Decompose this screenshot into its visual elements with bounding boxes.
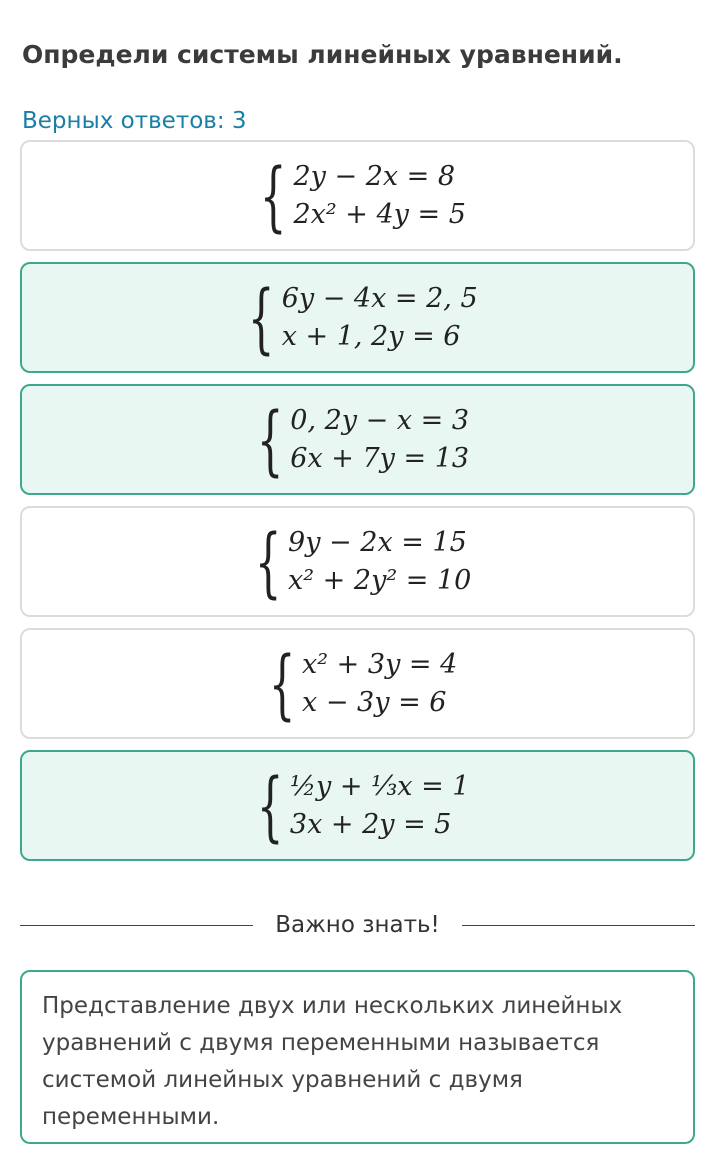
equation-system <box>237 272 478 362</box>
equation-1: x² + 3y = 4 <box>302 648 458 680</box>
equation-system <box>249 150 466 240</box>
equation-1: ½y + ⅓x = 1 <box>289 770 470 802</box>
option-5[interactable] <box>20 628 695 739</box>
option-4[interactable] <box>20 506 695 617</box>
brace-icon: { <box>268 638 296 728</box>
option-3[interactable] <box>20 384 695 495</box>
brace-icon: { <box>254 516 282 606</box>
info-box <box>20 970 695 1144</box>
equation-1: 9y − 2x = 15 <box>288 526 467 558</box>
equation-2: 6x + 7y = 13 <box>290 442 470 474</box>
equation-2: x² + 2y² = 10 <box>288 564 472 596</box>
equation-2: x + 1, 2y = 6 <box>281 320 461 352</box>
equation-1: 6y − 4x = 2, 5 <box>281 282 478 314</box>
equation-2: 3x + 2y = 5 <box>289 808 452 840</box>
brace-icon: { <box>256 760 284 850</box>
option-1[interactable] <box>20 140 695 251</box>
answer-options <box>20 140 695 872</box>
page-title: Определи системы линейных уравнений. <box>22 40 623 69</box>
brace-icon: { <box>256 394 284 484</box>
equation-1: 2y − 2x = 8 <box>293 160 456 192</box>
equation-2: 2x² + 4y = 5 <box>293 198 466 230</box>
brace-icon: { <box>259 150 287 240</box>
brace-icon: { <box>248 272 275 362</box>
option-6[interactable] <box>20 750 695 861</box>
equation-system <box>246 760 470 850</box>
equation-system <box>244 516 472 606</box>
section-divider <box>20 912 695 938</box>
info-text: Представление двух или нескольких линейных уравнений с двумя переменными называется системой линейных уравнений с двумя переменными. <box>42 993 623 1130</box>
equation-system <box>246 394 470 484</box>
divider-line <box>20 925 253 926</box>
divider-line <box>462 925 695 926</box>
equation-system <box>258 638 458 728</box>
equation-1: 0, 2y − x = 3 <box>290 404 470 436</box>
equation-2: x − 3y = 6 <box>302 686 447 718</box>
correct-answers-count: Верных ответов: 3 <box>22 108 247 134</box>
option-2[interactable] <box>20 262 695 373</box>
info-heading: Важно знать! <box>275 912 440 938</box>
